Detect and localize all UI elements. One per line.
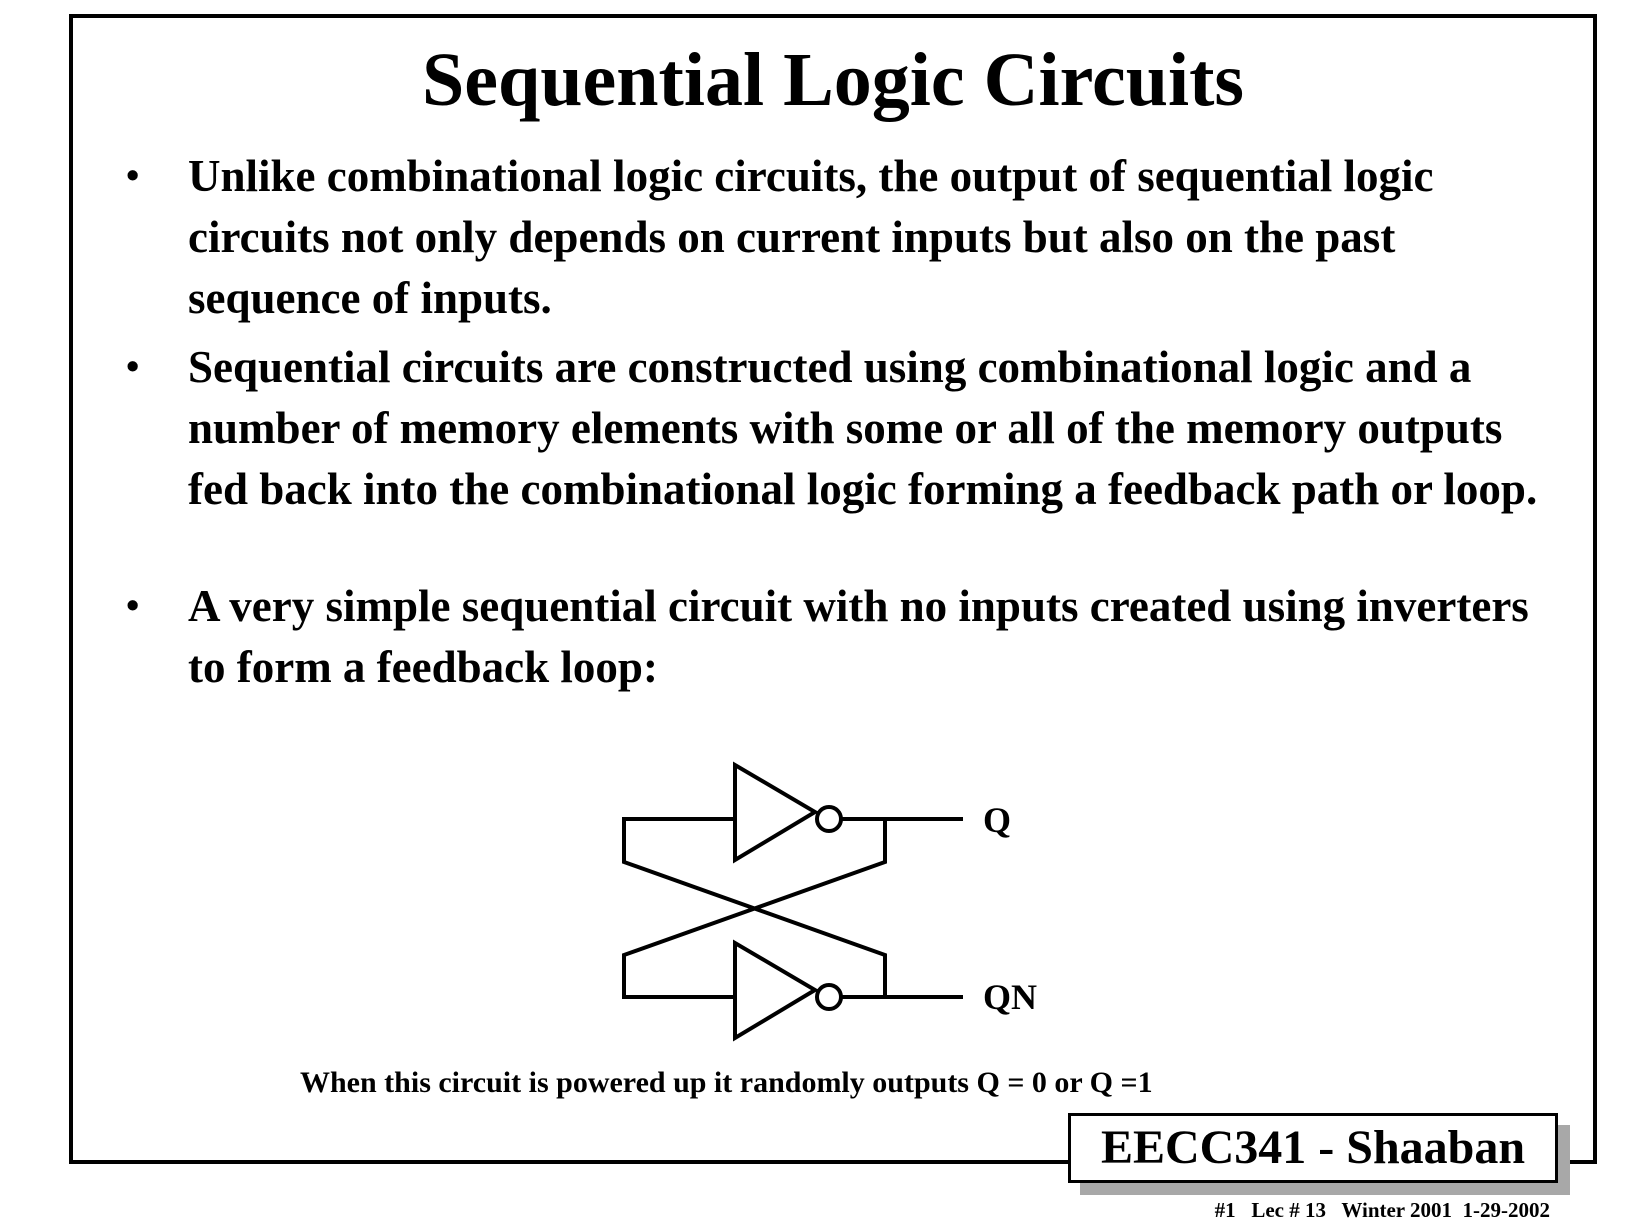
bottom-inverter-icon [735, 943, 815, 1038]
slide-footer: #1 Lec # 13 Winter 2001 1-29-2002 [1214, 1198, 1550, 1222]
qn-label: QN [983, 977, 1037, 1017]
bullet-dot: • [126, 585, 140, 627]
diagram-caption: When this circuit is powered up it randomly outputs Q = 0 or Q =1 [300, 1066, 1153, 1099]
top-inverter-icon [735, 765, 815, 860]
bullet-text: Unlike combinational logic circuits, the output of sequential logic circuits not only depends on current inputs but also on the past sequence of inputs. [188, 151, 1434, 323]
bullet-text: A very simple sequential circuit with no inputs created using inverters to form a feedback loop: [188, 581, 1529, 692]
bottom-inverter-bubble [817, 985, 841, 1009]
top-inverter-bubble [817, 807, 841, 831]
bottom-input-wire [624, 819, 885, 997]
bullet-item [120, 146, 1560, 329]
bullet-item [120, 576, 1560, 698]
q-label: Q [983, 800, 1012, 840]
bullet-dot: • [126, 346, 140, 388]
bullet-text: Sequential circuits are constructed using combinational logic and a number of memory elements with some or all of the memory outputs fed back into the combinational logic forming a feedback path or loop. [188, 342, 1538, 514]
author-box: EECC341 - Shaaban [1068, 1113, 1558, 1183]
bullet-dot: • [126, 155, 140, 197]
bullet-item [120, 337, 1560, 520]
bullet-list [120, 146, 1560, 698]
slide-title: Sequential Logic Circuits [422, 38, 1244, 122]
